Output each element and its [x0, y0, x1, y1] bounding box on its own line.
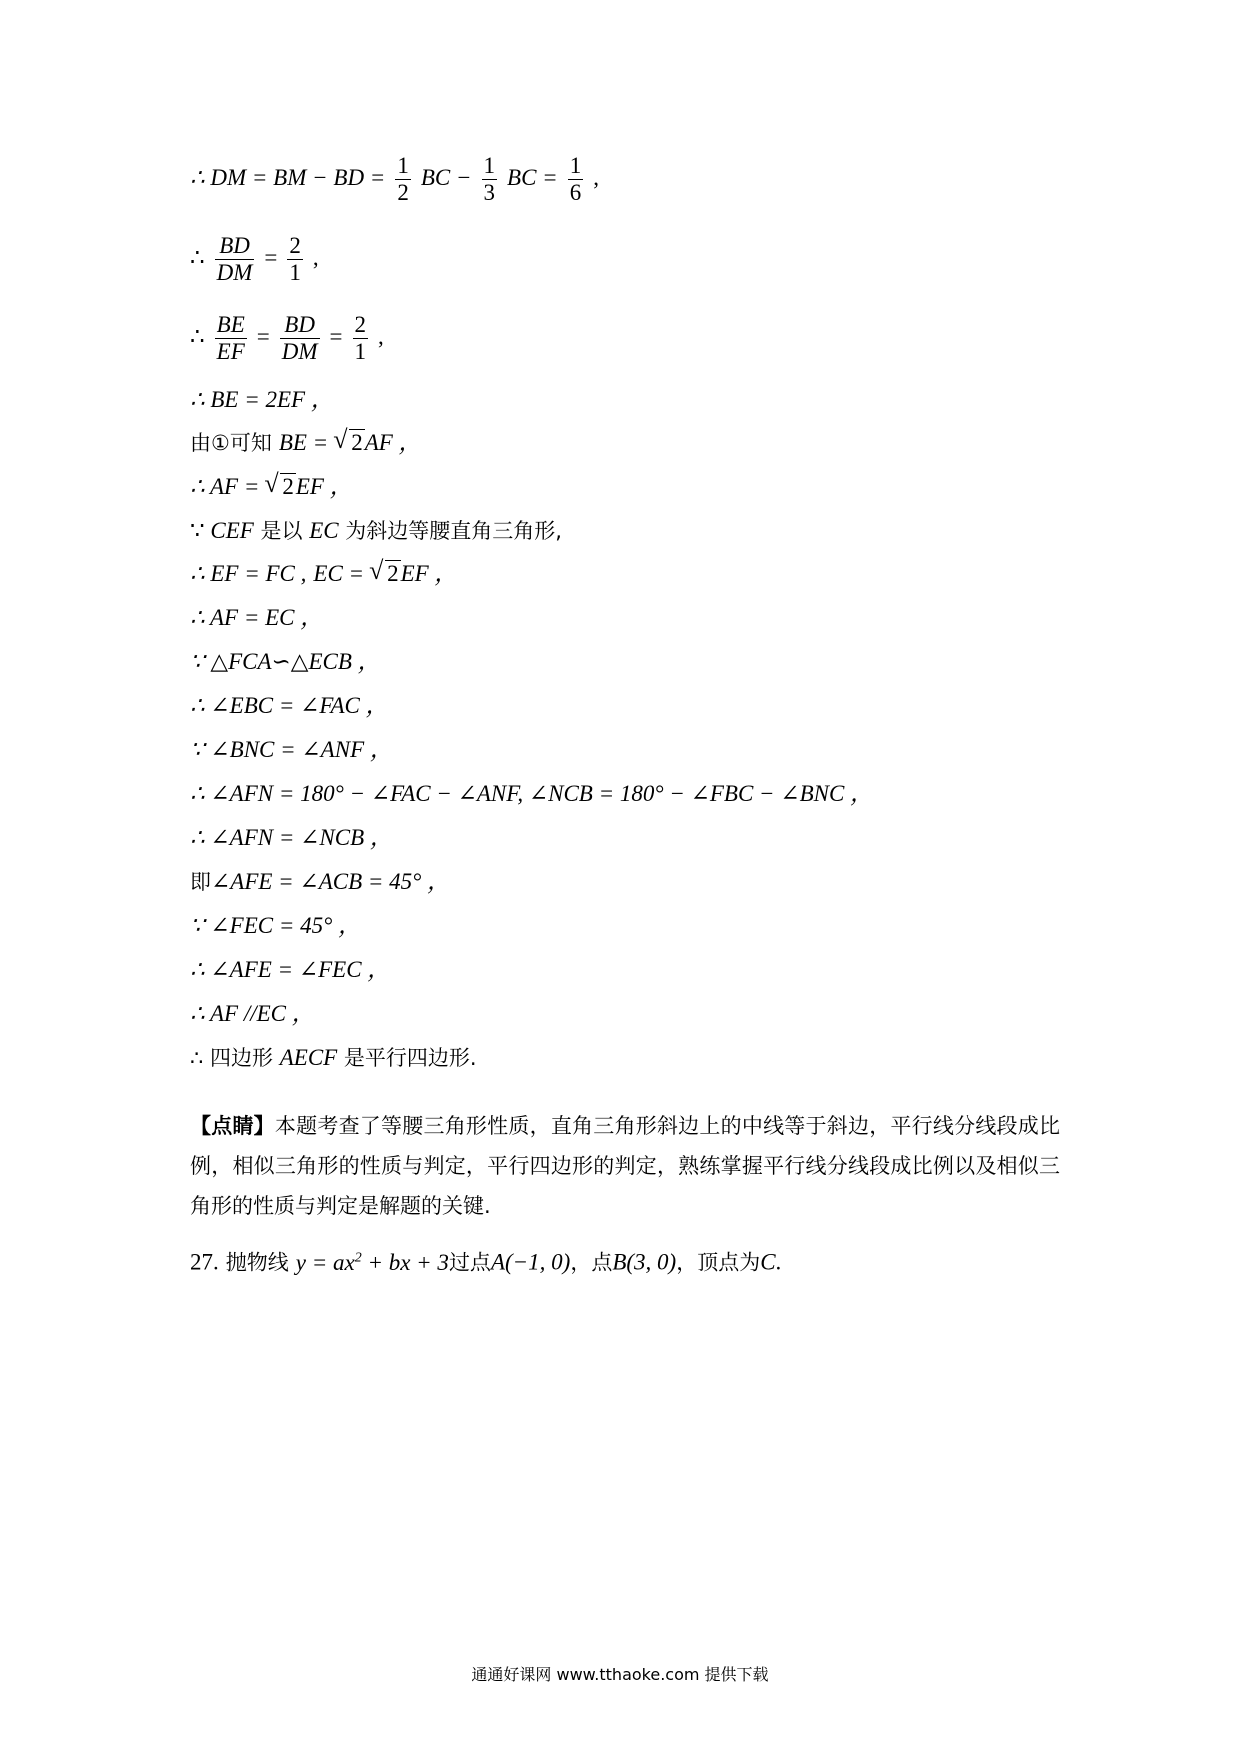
solution-line-7: ∵ CEF 是以 EC 为斜边等腰直角三角形,: [190, 518, 562, 543]
fraction-2-1: $\frac{2}{1}$: [289, 232, 301, 285]
solution-line-12: ∵ ∠BNC = ∠ANF ，: [190, 737, 393, 762]
sqrt-2: √ 2: [266, 472, 296, 502]
solution-line-1: ∴ DM = BM − BD = $\frac{1}{2}$ BC − $\frac{1}{3}$ BC = $\frac{1}{6}$ ,: [190, 152, 599, 205]
comment-paragraph: [190, 1106, 1060, 1226]
solution-line-9: ∴ AF = EC ，: [190, 605, 324, 630]
parabola-equation: $y = ax^2$ + bx + 3: [295, 1249, 449, 1275]
problem-number: 27.: [190, 1249, 219, 1275]
point-a: A(−1, 0): [490, 1249, 571, 1275]
fraction-be-ef: $\frac{BE}{EF}$: [216, 311, 245, 364]
problem-27: 27. 抛物线 $y = ax^2$ + bx + 3过点A(−1, 0)，点B(3, 0)，顶点为C.: [190, 1249, 782, 1275]
solution-line-6: ∴ AF = √ 2EF ，: [190, 472, 353, 503]
comment-tag: 【点睛】: [190, 1114, 275, 1138]
fraction-2-1-b: $\frac{2}{1}$: [354, 311, 366, 364]
solution-line-14: ∴ ∠AFN = ∠NCB ，: [190, 825, 393, 850]
solution-line-4: ∴ BE = 2EF ，: [190, 387, 334, 412]
sqrt-2: √ 2: [371, 559, 401, 589]
sqrt-2: √ 2: [335, 428, 365, 458]
solution-line-13: ∴ ∠AFN = 180° − ∠FAC − ∠ANF, ∠NCB = 180° − ∠FBC − ∠BNC ，: [190, 781, 874, 806]
comment-text: 本题考查了等腰三角形性质，直角三角形斜边上的中线等于斜边，平行线分线段成比例，相似三角形的性质与判定，平行四边形的判定，熟练掌握平行线分线段成比例以及相似三角形的性质与判定是解题的关键.: [190, 1114, 1061, 1218]
solution-line-16: ∵ ∠FEC = 45° ，: [190, 913, 362, 938]
solution-line-8: ∴ EF = FC , EC = √ 2EF ，: [190, 559, 457, 590]
footer: 通通好课网 www.tthaoke.com 提供下载: [471, 1665, 769, 1684]
point-b: B(3, 0): [612, 1249, 677, 1275]
solution-line-2: ∴ $\frac{BD}{DM}$ = $\frac{2}{1}$ ,: [190, 232, 319, 285]
solution-line-3: ∴ $\frac{BE}{EF}$ = $\frac{BD}{DM}$ = $\frac{2}{1}$ ,: [190, 311, 384, 364]
fraction-1-6: $\frac{1}{6}$: [569, 152, 582, 205]
solution-line-11: ∴ ∠EBC = ∠FAC ，: [190, 693, 389, 718]
solution-line-18: ∴ AF //EC ，: [190, 1001, 315, 1026]
solution-line-5: 由①可知 BE = √ 2AF ，: [190, 428, 422, 459]
fraction-1-2: $\frac{1}{2}$: [397, 152, 409, 205]
solution-line-15: 即∠AFE = ∠ACB = 45° ，: [190, 869, 451, 894]
solution-line-19: ∴ 四边形 AECF 是平行四边形.: [190, 1045, 477, 1070]
fraction-bd-dm: $\frac{BD}{DM}$: [216, 232, 253, 285]
fraction-1-3: $\frac{1}{3}$: [483, 152, 496, 205]
solution-line-10: ∵ △FCA∽△ECB ，: [190, 649, 381, 674]
fraction-bd-dm-2: $\frac{BD}{DM}$: [281, 311, 318, 364]
point-c: C: [760, 1249, 776, 1275]
solution-line-17: ∴ ∠AFE = ∠FEC ，: [190, 957, 391, 982]
